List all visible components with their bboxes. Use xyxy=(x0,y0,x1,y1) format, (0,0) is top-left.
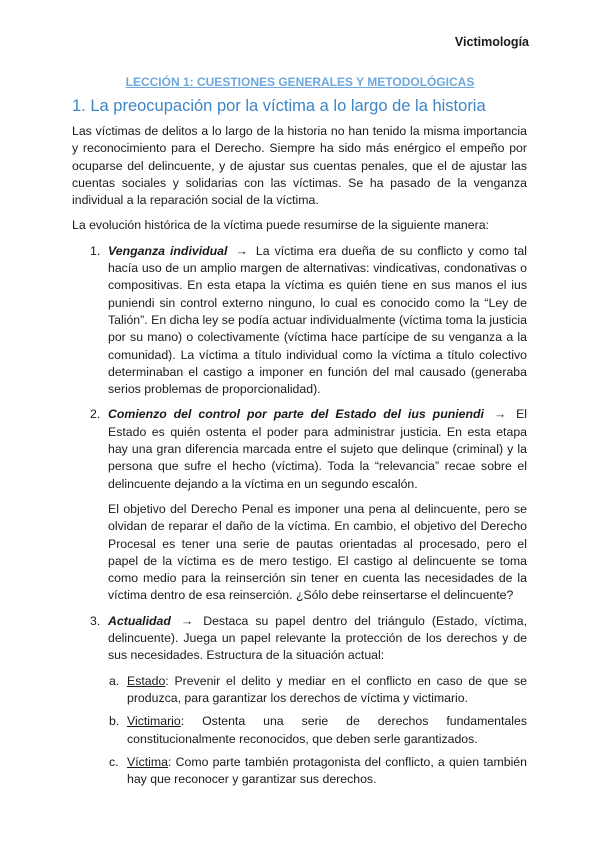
sub-letter: a. xyxy=(109,673,120,688)
history-list xyxy=(72,243,527,789)
item-number: 3. xyxy=(90,613,101,628)
item-text: Destaca su papel dentro del triángulo (Estado, víctima, delincuente). Juega un papel relevante la protección de los derechos y de sus necesidades. Estructura de la situación actual: xyxy=(108,613,528,663)
sub-term: Victimario xyxy=(127,714,181,729)
list-item-2 xyxy=(90,406,528,604)
arrow-icon: → xyxy=(235,243,248,258)
sub-text: : Como parte también protagonista del conflicto, a quien también hay que reconocer y garantizar sus derechos. xyxy=(127,754,527,787)
item-number: 2. xyxy=(90,407,101,422)
item-text: El Estado es quién ostenta el poder para administrar justicia. En esta etapa hay una gran diferencia marcada entre el sujeto que delinque (criminal) y la persona que sufre el hecho (víctima). Toda la “relevancia” recae sobre el delincuente dejando a la víctima en un segundo escalón. xyxy=(108,407,528,491)
lesson-title: LECCIÓN 1: CUESTIONES GENERALES Y METODOLÓGICAS xyxy=(125,75,475,89)
item-extra-paragraph: El objetivo del Derecho Penal es imponer una pena al delincuente, pero se olvidan de reparar el daño de la víctima. En cambio, el objetivo del Derecho Procesal es tener una serie de pautas orientadas al procesado, pero el papel de la víctima es de mero testigo. El castigo al delincuente se toma como medio para la reinserción sin tener en cuenta las necesidades de la víctima dentro de esa reinserción. ¿Sólo debe reinsertarse el delincuente? xyxy=(108,501,527,603)
item-text: La víctima era dueña de su conflicto y como tal hacía uso de un amplio margen de alternativas: vindicativas, condonativas o compositivas. En esta etapa la víctima es quién tiene en sus manos el ius puniendi sin control externo ninguno, lo cual es conocido como la “Ley de Talión”. En dicha ley se podía actuar individualmente (víctima toma la justicia por su mano) o colectivamente (víctima hace partícipe de su venganza a la comunidad). La víctima a título individual como la víctima a título colectivo determinaban el castigo a imponer en función del mal causado (generaba serios problemas de proporcionalidad). xyxy=(108,243,528,397)
intro-lead: La evolución histórica de la víctima puede resumirse de la siguiente manera: xyxy=(72,218,489,233)
page-header: Victimología xyxy=(454,35,529,49)
sub-letter: b. xyxy=(109,714,120,729)
item-title: Actualidad xyxy=(108,613,171,628)
sub-letter: c. xyxy=(109,754,119,769)
sub-term: Víctima xyxy=(127,754,168,769)
intro-paragraph: Las víctimas de delitos a lo largo de la historia no han tenido la misma importancia y reconocimiento para el Derecho. Siempre ha sido más enérgico el empeño por ocuparse del delincuente, y de ajustar sus cuentas penales, que el de ajustar las cuentas sociales y solidarias con las víctimas. Se ha pasado de la venganza individual a la reparación social de la víctima. xyxy=(72,124,527,208)
arrow-icon: → xyxy=(180,613,194,628)
section-title: 1. La preocupación por la víctima a lo largo de la historia xyxy=(72,97,486,115)
item-title: Comienzo del control por parte del Estado del ius puniendi xyxy=(108,407,484,422)
list-item-1 xyxy=(90,243,528,399)
list-item-3 xyxy=(90,613,528,789)
document-body xyxy=(72,123,527,796)
sub-text: : Prevenir el delito y mediar en el conflicto en caso de que se produzca, para garantizar los derechos de víctima y victimario. xyxy=(127,673,527,705)
sub-text: : Ostenta una serie de derechos fundamentales constitucionalmente reconocidos, que deben serle garantizados. xyxy=(127,714,527,746)
sublist-item-victimario xyxy=(109,713,527,748)
arrow-icon: → xyxy=(493,407,507,422)
structure-sublist xyxy=(108,673,527,789)
item-number: 1. xyxy=(90,243,101,258)
sublist-item-victima xyxy=(109,754,527,789)
item-title: Venganza individual xyxy=(108,243,228,258)
sublist-item-estado xyxy=(109,673,527,708)
sub-term: Estado xyxy=(127,673,166,688)
